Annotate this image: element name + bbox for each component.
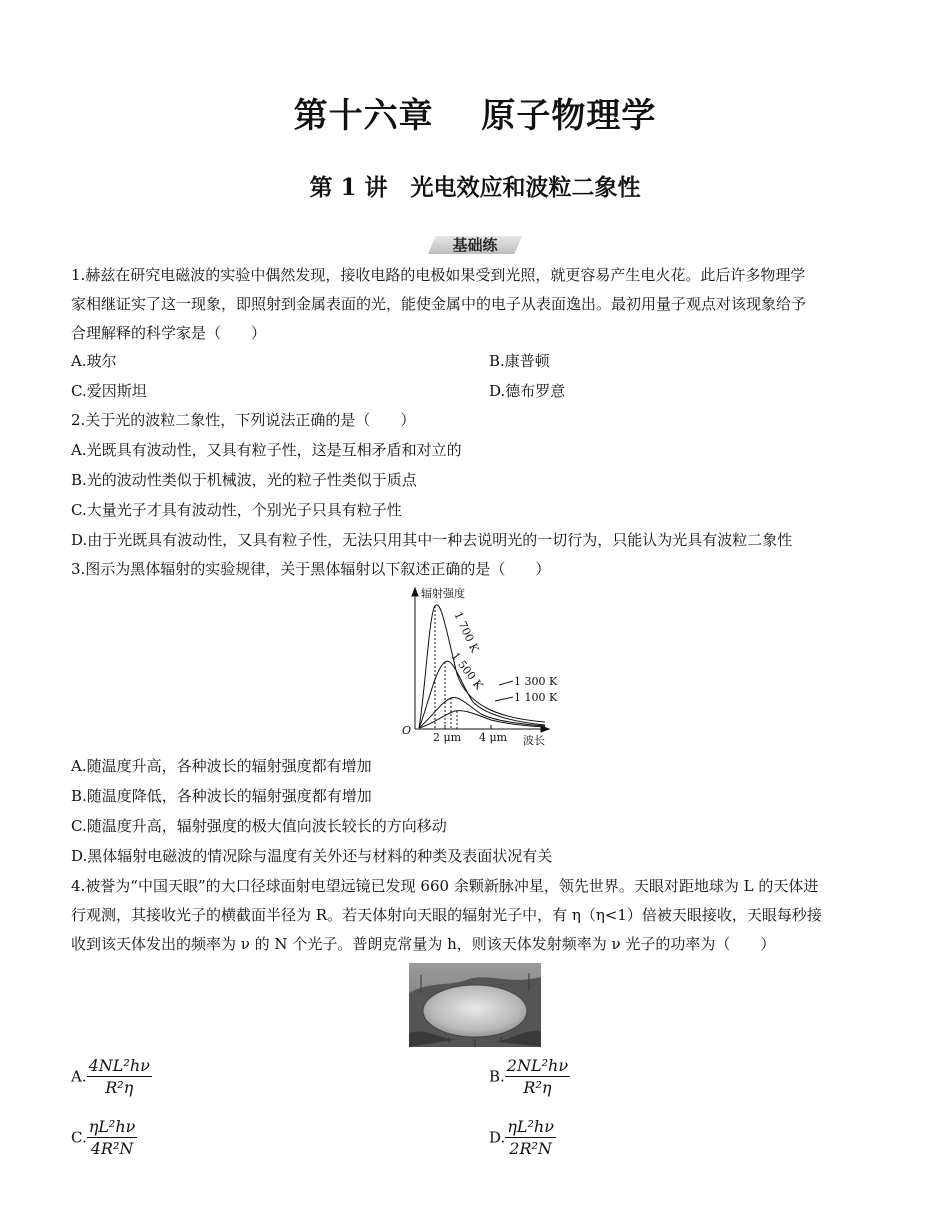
q4-option-c-fraction [87,1117,138,1158]
origin-label: O [402,724,412,737]
q4-option-a-label: A. [71,1067,87,1086]
chapter-title: 第十六章 原子物理学 [293,96,657,136]
q2-option-d: D.由于光既具有波动性，又具有粒子性，无法只用其中一种去说明光的一切行为，只能认为光具有波粒二象性 [71,531,793,549]
q3-option-c: C.随温度升高，辐射强度的极大值向波长较长的方向移动 [71,817,447,835]
section-badge [428,233,522,257]
blackbody-radiation-figure [395,584,560,748]
q3-option-a: A.随温度升高，各种波长的辐射强度都有增加 [71,757,372,775]
q4-option-a-denominator: R²η [105,1078,134,1097]
q4-option-d-numerator: ηL²hν [507,1117,554,1136]
q4-option-b-label: B. [489,1067,505,1086]
leader-1300k [499,681,513,685]
lesson-title: 第 1 讲 光电效应和波粒二象性 [309,174,641,201]
q1-line-3: 合理解释的科学家是（ ） [71,324,267,342]
curve-1700k [419,605,545,728]
x-axis-label: 波长 [523,734,545,747]
label-1500k: 1 500 K [448,649,486,692]
x-tick-2um: 2 μm [433,731,462,744]
q1-option-a: A.玻尔 [71,352,117,370]
q3-stem: 3.图示为黑体辐射的实验规律，关于黑体辐射以下叙述正确的是（ ） [71,560,551,578]
y-axis-arrow [412,588,418,596]
q2-option-c: C.大量光子才具有波动性，个别光子只具有粒子性 [71,501,402,519]
q4-option-d-denominator: 2R²N [509,1139,552,1158]
q3-option-b: B.随温度降低，各种波长的辐射强度都有增加 [71,787,372,805]
q4-option-b-denominator: R²η [523,1078,552,1097]
leader-1100k [495,697,513,701]
label-1300k: 1 300 K [514,675,558,688]
q4-option-c-numerator: ηL²hν [88,1117,136,1136]
q2-option-b: B.光的波动性类似于机械波，光的粒子性类似于质点 [71,471,417,489]
q1-line-1: 1.赫兹在研究电磁波的实验中偶然发现，接收电路的电极如果受到光照，就更容易产生电火花。此后许多物理学 [71,266,806,284]
q4-option-d [489,1117,556,1158]
y-axis-label: 辐射强度 [421,587,465,600]
q4-option-a-numerator: 4NL²hν [88,1056,150,1075]
q4-option-a-fraction [87,1056,152,1097]
q1-option-b: B.康普顿 [489,352,550,370]
q2-stem: 2.关于光的波粒二象性，下列说法正确的是（ ） [71,411,416,429]
q1-line-2: 家相继证实了这一现象，即照射到金属表面的光，能使金属中的电子从表面逸出。最初用量子观点对该现象给予 [71,295,807,313]
fast-telescope-photo [409,963,541,1047]
q4-option-c-label: C. [71,1128,87,1147]
curve-1100k [419,711,545,728]
q4-option-b-fraction [505,1056,570,1097]
q2-option-a: A.光既具有波动性，又具有粒子性，这是互相矛盾和对立的 [71,441,462,459]
q3-option-d: D.黑体辐射电磁波的情况除与温度有关外还与材料的种类及表面状况有关 [71,847,553,865]
label-1100k: 1 100 K [514,691,558,704]
q4-option-b-numerator: 2NL²hν [506,1056,569,1075]
q4-option-b [489,1056,570,1097]
q4-option-a [71,1056,152,1097]
q1-option-d: D.德布罗意 [489,382,566,400]
q4-line-1: 4.被誉为“中国天眼”的大口径球面射电望远镜已发现 660 余颗新脉冲星，领先世界。天眼对距地球为 L 的天体进 [71,877,819,895]
q4-line-3: 收到该天体发出的频率为 ν 的 N 个光子。普朗克常量为 h，则该天体发射频率为 ν 光子的功率为（ ） [71,935,776,953]
label-1700k: 1 700 K [451,609,482,655]
q4-option-d-label: D. [489,1128,506,1147]
q4-option-c-denominator: 4R²N [90,1139,134,1158]
section-label: 基础练 [452,236,498,254]
q4-option-c [71,1117,137,1158]
q4-option-d-fraction [505,1117,556,1158]
q1-option-c: C.爱因斯坦 [71,382,147,400]
q4-line-2: 行观测，其接收光子的横截面半径为 R。若天体射向天眼的辐射光子中，有 η（η<1）倍被天眼接收，天眼每秒接 [71,906,822,924]
x-tick-4um: 4 μm [479,731,508,744]
